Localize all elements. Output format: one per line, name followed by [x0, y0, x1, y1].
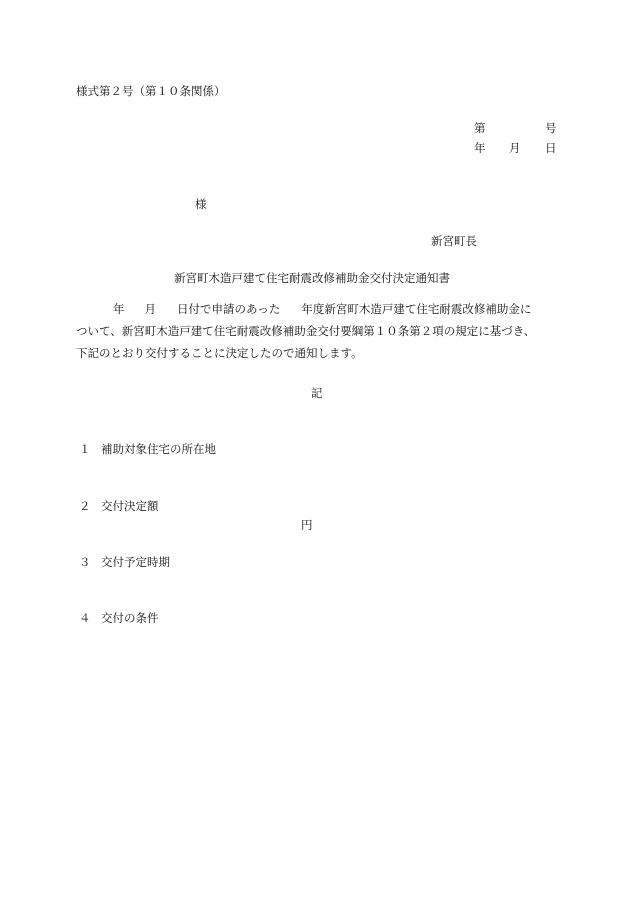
body-line-2: ついて、新宮町木造戸建て住宅耐震改修補助金交付要綱第１０条第２項の規定に基づき、 — [76, 324, 536, 338]
item-4-label: 交付の条件 — [101, 611, 159, 625]
notice-body — [76, 298, 556, 364]
item-1 — [79, 444, 216, 456]
item-2-number: ２ — [79, 499, 91, 513]
body-month: 月 — [144, 302, 156, 316]
item-4 — [79, 613, 159, 625]
body-line1-rest: 年度新宮町木造戸建て住宅耐震改修補助金に — [301, 302, 532, 316]
item-3 — [79, 557, 170, 569]
body-day-text: 日付で申請のあった — [177, 302, 281, 316]
addressee-suffix: 様 — [195, 197, 207, 211]
item-2 — [79, 501, 159, 513]
item-1-label: 補助対象住宅の所在地 — [101, 442, 216, 456]
body-line-1 — [76, 298, 556, 320]
item-2-label: 交付決定額 — [101, 499, 159, 513]
ki-heading: 記 — [311, 386, 323, 400]
item-3-number: ３ — [79, 555, 91, 569]
document-number-prefix: 第 — [474, 121, 486, 135]
document-number-suffix: 号 — [545, 121, 557, 135]
amount-unit: 円 — [301, 518, 313, 532]
issuer: 新宮町長 — [431, 234, 477, 248]
body-year: 年 — [113, 302, 125, 316]
form-label: 様式第２号（第１０条関係） — [76, 84, 226, 98]
document-title: 新宮町木造戸建て住宅耐震改修補助金交付決定通知書 — [174, 271, 450, 285]
item-3-label: 交付予定時期 — [101, 555, 170, 569]
date-year: 年 — [474, 141, 486, 155]
item-4-number: ４ — [79, 611, 91, 625]
date-day: 日 — [545, 141, 557, 155]
body-line-3: 下記のとおり交付することに決定したので通知します。 — [76, 346, 363, 360]
item-1-number: １ — [79, 442, 91, 456]
date-month: 月 — [509, 141, 521, 155]
